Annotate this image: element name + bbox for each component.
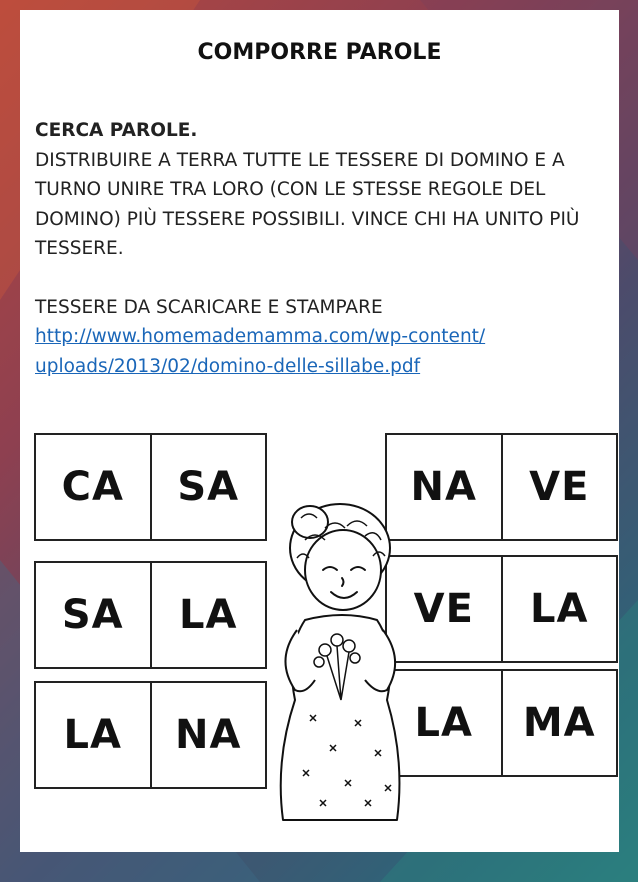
tile-syllable-left: CA	[61, 464, 124, 510]
spacer	[35, 264, 610, 293]
tile-syllable-left: VE	[413, 586, 474, 632]
grandmother-illustration	[265, 500, 415, 830]
document-page	[20, 10, 619, 852]
tile-syllable-right: LA	[501, 557, 617, 661]
domino-tile	[385, 555, 618, 663]
domino-tile	[385, 433, 618, 541]
domino-tile	[34, 681, 267, 789]
section-subtitle: CERCA PAROLE.	[35, 120, 198, 141]
download-link-line-1[interactable]: http://www.homemademamma.com/wp-content/	[35, 326, 486, 347]
tile-syllable-left: SA	[61, 592, 124, 638]
tile-syllable-right: VE	[501, 435, 617, 539]
document-body	[35, 116, 610, 381]
download-link-line-2[interactable]: uploads/2013/02/domino-delle-sillabe.pdf	[35, 355, 421, 377]
instructions-text: DISTRIBUIRE A TERRA TUTTE LE TESSERE DI DOMINO E A TURNO UNIRE TRA LORO (CON LE STESSE REGOLE DEL DOMINO) PIÙ TESSERE POSSIBILI. VINCE CHI HA UNITO PIÙ TESSERE.	[35, 149, 580, 259]
tile-syllable-right: NA	[150, 683, 266, 787]
page-title: COMPORRE PAROLE	[197, 40, 442, 65]
tile-syllable-right: SA	[150, 435, 266, 539]
tile-syllable-left: LA	[63, 712, 122, 758]
tile-syllable-right: LA	[150, 563, 266, 667]
tile-syllable-left: NA	[410, 464, 477, 510]
tile-syllable-left: LA	[414, 700, 473, 746]
domino-tile	[34, 561, 267, 669]
domino-tile	[34, 433, 267, 541]
domino-tile	[385, 669, 618, 777]
download-label: TESSERE DA SCARICARE E STAMPARE	[35, 296, 383, 318]
tile-syllable-right: MA	[501, 671, 617, 775]
